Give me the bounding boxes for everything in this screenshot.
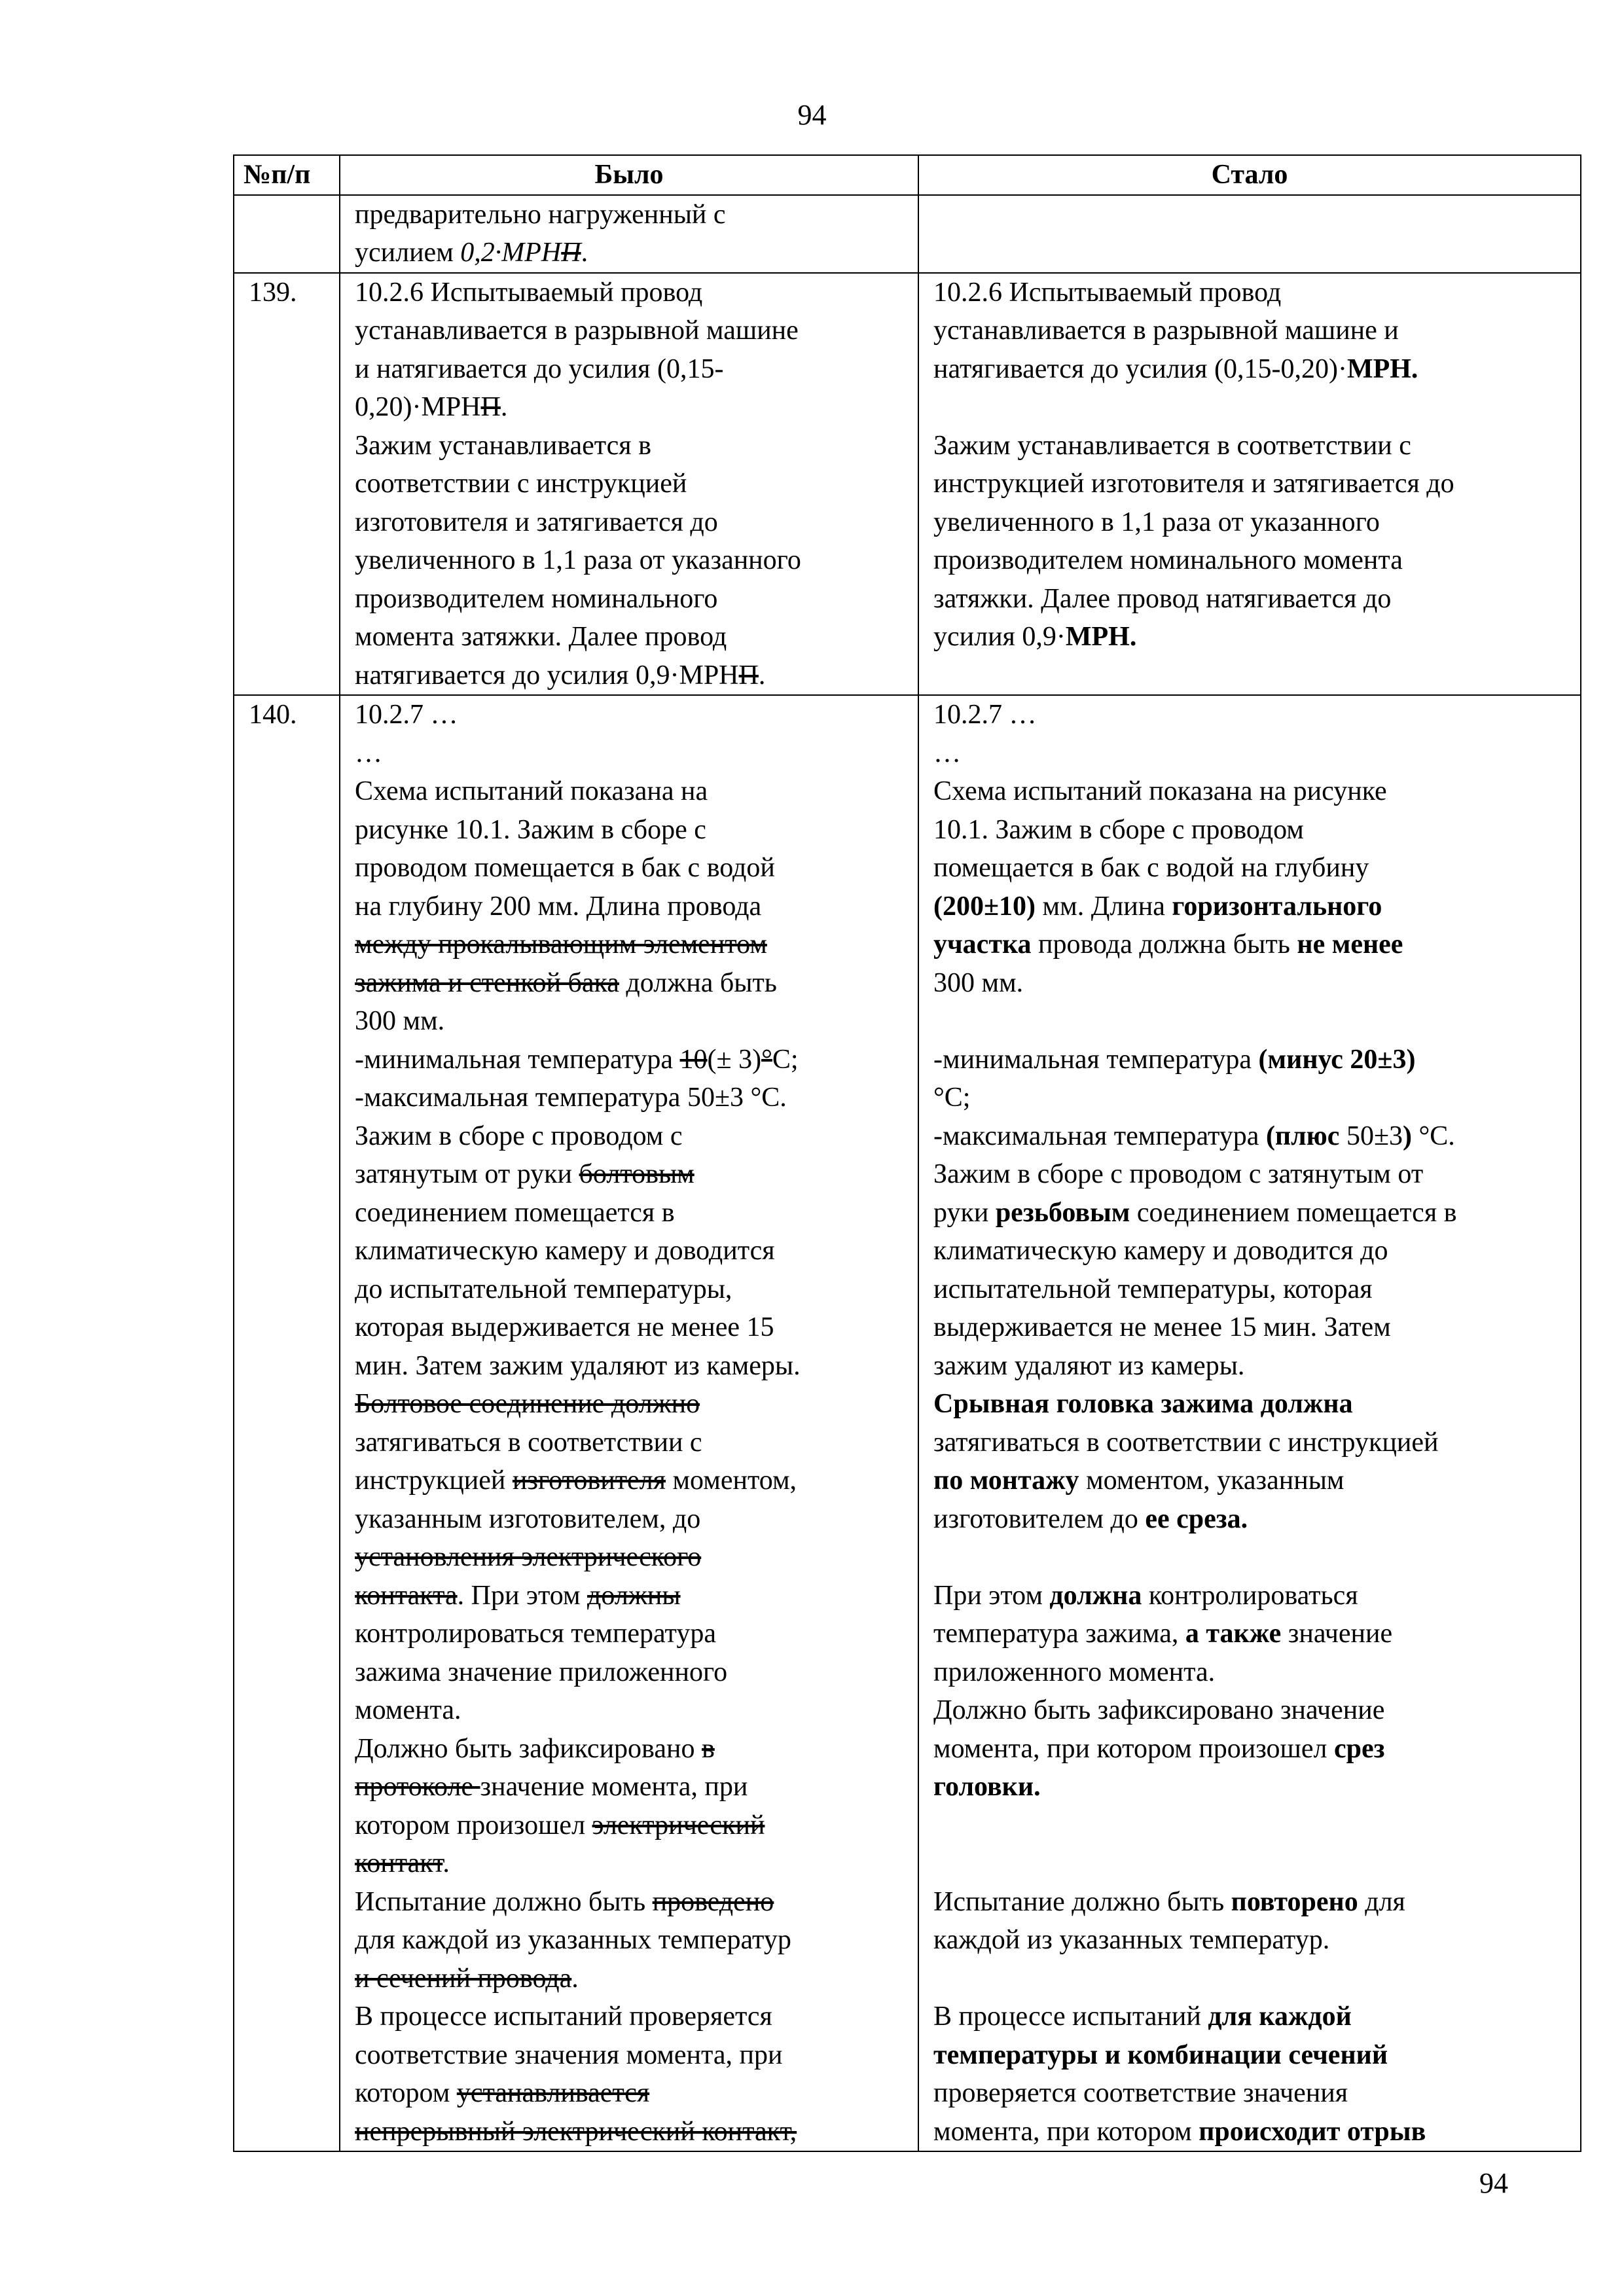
text-line [355, 1270, 909, 1309]
text-run: происходит отрыв [1199, 2116, 1426, 2147]
text-run: на глубину 200 мм. Длина провода [355, 891, 762, 922]
text-line [933, 1308, 1571, 1347]
was-cell [340, 195, 918, 273]
text-run: в [701, 1733, 715, 1764]
text-line [933, 503, 1571, 542]
text-run: 10.2.6 Испытываемый провод [355, 277, 703, 308]
text-run: момента. [355, 1695, 461, 1725]
now-cell [918, 273, 1581, 696]
text-run: натягивается до усилия (0,15-0,20)· [933, 353, 1347, 384]
text-run: контакт [355, 1848, 443, 1878]
text-line [355, 1117, 909, 1156]
text-run: производителем номинального [355, 583, 718, 614]
text-run: 50±3 [1339, 1121, 1403, 1151]
text-run: значение момента, при [480, 1772, 748, 1802]
text-line [355, 811, 909, 850]
text-run: контролироваться температура [355, 1619, 716, 1649]
text-line [355, 1998, 909, 2036]
text-run: Испытание должно быть [933, 1886, 1231, 1917]
text-run: котором [355, 2078, 457, 2108]
text-run: Зажим в сборе с проводом с [355, 1121, 683, 1151]
text-run: усилием [355, 238, 461, 268]
text-run: изготовителя [512, 1465, 666, 1496]
text-run: по монтажу [933, 1465, 1079, 1496]
text-line [355, 196, 909, 234]
text-line [355, 925, 909, 964]
text-line [933, 925, 1571, 964]
text-run: … [355, 738, 382, 768]
text-run: протоколе [355, 1772, 480, 1802]
text-run: 0,20)·МРН [355, 392, 481, 422]
text-run: мин. Затем зажим удаляют из камеры. [355, 1350, 801, 1381]
text-line [355, 1308, 909, 1347]
table-row [234, 273, 1581, 696]
text-run: проверяется соответствие значения [933, 2078, 1348, 2108]
text-line [933, 580, 1571, 619]
text-run: контакта [355, 1580, 458, 1611]
text-run: Испытание должно быть [355, 1886, 653, 1917]
text-run: моментом, указанным [1079, 1465, 1344, 1496]
text-run: температура зажима, [933, 1619, 1185, 1649]
text-line [933, 1730, 1571, 1768]
text-run: (минус 20±3) [1258, 1044, 1416, 1075]
text-line [933, 772, 1571, 811]
blank-line [933, 1002, 1571, 1041]
text-run: Болтовое соединение должно [355, 1389, 700, 1419]
text-run: 10.2.6 Испытываемый провод [933, 277, 1282, 308]
text-line [355, 1002, 909, 1041]
blank-line [933, 1844, 1571, 1883]
text-run: (плюс [1265, 1121, 1340, 1151]
blank-line [933, 388, 1571, 427]
text-run: климатическую камеру и доводится [355, 1236, 775, 1266]
header-was: Было [340, 155, 918, 195]
text-run: затягиваться в соответствии с [355, 1427, 702, 1458]
text-run: для [1358, 1886, 1405, 1917]
text-run: зажима значение приложенного [355, 1657, 728, 1687]
text-run: . [581, 238, 588, 268]
text-run: горизонтального [1172, 891, 1382, 922]
text-run: момента, при котором [933, 2116, 1199, 2147]
table-row [234, 195, 1581, 273]
text-run: головки. [933, 1772, 1041, 1802]
text-run: -минимальная температура [933, 1044, 1259, 1075]
text-run: С; [772, 1044, 799, 1075]
text-line [355, 1691, 909, 1730]
text-line [355, 1615, 909, 1653]
text-run: до испытательной температуры, [355, 1274, 732, 1304]
text-run: П [480, 392, 501, 422]
text-line [933, 2113, 1571, 2151]
text-line [355, 350, 909, 389]
row-number-cell [234, 195, 340, 273]
text-line [355, 1500, 909, 1539]
text-run: момента, при котором произошел [933, 1733, 1334, 1764]
text-run: °С; [933, 1083, 971, 1113]
text-line [355, 1194, 909, 1232]
text-line [355, 1653, 909, 1692]
text-line [355, 1232, 909, 1270]
table-header-row [234, 155, 1581, 195]
text-run: усилия 0,9· [933, 622, 1066, 652]
text-line [933, 1347, 1571, 1386]
text-line [933, 1041, 1571, 1079]
comparison-table [233, 154, 1581, 2152]
text-line [933, 1462, 1571, 1500]
header-now: Стало [918, 155, 1581, 195]
text-line [355, 580, 909, 619]
text-run: должна [1049, 1580, 1142, 1611]
text-line [355, 1538, 909, 1577]
text-run: … [933, 738, 961, 768]
text-run: увеличенного в 1,1 раза от указанного [355, 545, 801, 575]
text-line [355, 274, 909, 312]
row-number-cell: 139. [234, 273, 340, 696]
text-run: изготовителем до [933, 1503, 1146, 1534]
text-run: не менее [1297, 929, 1403, 960]
text-run: контролироваться [1142, 1580, 1358, 1611]
text-run: увеличенного в 1,1 раза от указанного [933, 507, 1380, 537]
text-line [933, 811, 1571, 850]
text-line [933, 888, 1571, 926]
text-run: устанавливается в разрывной машине [355, 315, 799, 346]
text-run: МРН. [1065, 622, 1137, 652]
text-line [355, 503, 909, 542]
text-run: Должно быть зафиксировано [355, 1733, 702, 1764]
text-run: соединением помещается в [1130, 1197, 1457, 1228]
text-line [355, 1806, 909, 1845]
text-line [933, 1883, 1571, 1922]
text-run: При этом [933, 1580, 1050, 1611]
text-line [933, 541, 1571, 580]
blank-line [933, 1806, 1571, 1845]
text-line [355, 234, 909, 272]
text-run: соединением помещается в [355, 1197, 675, 1228]
text-line [355, 696, 909, 734]
text-run: зажим удаляют из камеры. [933, 1350, 1245, 1381]
text-run: непрерывный электрический контакт, [355, 2116, 797, 2147]
text-run: проведено [652, 1886, 774, 1917]
text-run: затягиваться в соответствии с инструкцией [933, 1427, 1439, 1458]
text-run: 10 [679, 1044, 708, 1075]
text-run: температуры и комбинации сечений [933, 2039, 1388, 2070]
text-run: для каждой [1208, 2001, 1352, 2032]
text-run: указанным изготовителем, до [355, 1503, 701, 1534]
text-line [355, 2113, 909, 2151]
text-line [355, 888, 909, 926]
text-run: и сечений провода [355, 1963, 572, 1994]
text-line [355, 1768, 909, 1806]
text-line [933, 1424, 1571, 1462]
text-run: для каждой из указанных температур [355, 1925, 791, 1955]
text-run: зажима и стенкой бака [355, 967, 619, 998]
text-line [933, 734, 1571, 773]
text-run: Зажим устанавливается в соответствии с [933, 430, 1411, 461]
text-line [933, 1385, 1571, 1424]
text-line [933, 849, 1571, 888]
text-run: участка [933, 929, 1032, 960]
text-line [933, 1500, 1571, 1539]
text-run: моментом, [665, 1465, 797, 1496]
text-line [933, 2036, 1571, 2075]
text-run: Зажим в сборе с проводом с затянутым от [933, 1159, 1424, 1189]
was-cell [340, 695, 918, 2151]
text-run: 0,2·МРН [460, 238, 562, 268]
text-line [355, 849, 909, 888]
text-run: -максимальная температура [933, 1121, 1266, 1151]
text-run: 10.2.7 … [933, 700, 1037, 730]
text-run: должны [587, 1580, 681, 1611]
text-run: проводом помещается в бак с водой [355, 853, 775, 883]
text-run: должна быть [619, 967, 777, 998]
text-run: резьбовым [995, 1197, 1130, 1228]
text-line [355, 1462, 909, 1500]
text-run: установления электрического [355, 1542, 702, 1572]
header-number: №п/п [234, 155, 340, 195]
text-line [933, 312, 1571, 350]
text-run: испытательной температуры, которая [933, 1274, 1373, 1304]
text-run: П [561, 238, 581, 268]
text-run: -минимальная температура [355, 1044, 680, 1075]
text-run: 10.1. Зажим в сборе с проводом [933, 814, 1304, 845]
text-run: мм. Длина [1036, 891, 1172, 922]
text-run: В процессе испытаний [933, 2001, 1208, 2032]
text-line [933, 1194, 1571, 1232]
text-line [355, 388, 909, 427]
text-run: котором произошел [355, 1810, 592, 1840]
was-cell [340, 273, 918, 696]
text-run: ° [761, 1044, 772, 1075]
text-run: Схема испытаний показана на [355, 776, 708, 806]
text-line [933, 1653, 1571, 1692]
text-line [933, 1117, 1571, 1156]
text-run: предварительно нагруженный с [355, 199, 726, 230]
text-run: (200±10) [933, 891, 1036, 922]
text-run: болтовым [579, 1159, 695, 1189]
text-line [933, 1155, 1571, 1194]
text-run: . [758, 660, 766, 691]
now-cell [918, 195, 1581, 273]
text-line [355, 1883, 909, 1922]
text-run: Зажим устанавливается в [355, 430, 651, 461]
text-run: электрический [592, 1810, 765, 1840]
text-line [355, 541, 909, 580]
text-line [355, 772, 909, 811]
text-line [355, 656, 909, 695]
text-run: устанавливается [456, 2078, 650, 2108]
text-line [933, 1270, 1571, 1309]
text-line [355, 2036, 909, 2075]
text-run: соответствии с инструкцией [355, 469, 687, 499]
text-line [933, 1615, 1571, 1653]
text-run: инструкцией [355, 1465, 513, 1496]
text-run: затяжки. Далее провод натягивается до [933, 583, 1392, 614]
text-run: провода должна быть [1031, 929, 1297, 960]
text-line [355, 964, 909, 1003]
text-line [355, 1155, 909, 1194]
row-number-cell: 140. [234, 695, 340, 2151]
text-line [355, 1385, 909, 1424]
text-line [933, 696, 1571, 734]
text-line [355, 1424, 909, 1462]
text-run: . При этом [457, 1580, 588, 1611]
text-run: МРН. [1346, 353, 1418, 384]
text-line [355, 1844, 909, 1883]
text-line [933, 350, 1571, 389]
text-run: которая выдерживается не менее 15 [355, 1312, 774, 1342]
text-run: и натягивается до усилия (0,15- [355, 353, 724, 384]
text-run: . [571, 1963, 579, 1994]
now-cell [918, 695, 1581, 2151]
text-line [355, 1041, 909, 1079]
text-line [933, 1768, 1571, 1806]
text-run: 300 мм. [933, 967, 1024, 998]
text-line [933, 964, 1571, 1003]
page-number-top: 94 [797, 99, 827, 131]
text-run: °С. [1412, 1121, 1455, 1151]
text-run: инструкцией изготовителя и затягивается до [933, 469, 1454, 499]
text-run: Срывная головка зажима должна [933, 1389, 1353, 1419]
text-run: 300 мм. [355, 1006, 445, 1036]
text-line [355, 1079, 909, 1117]
text-run: каждой из указанных температур. [933, 1925, 1330, 1955]
text-run: климатическую камеру и доводится до [933, 1236, 1388, 1266]
text-line [355, 734, 909, 773]
text-line [355, 427, 909, 465]
text-line [355, 1921, 909, 1960]
text-run: натягивается до усилия 0,9·МРН [355, 660, 739, 691]
text-run: Схема испытаний показана на рисунке [933, 776, 1387, 806]
blank-line [933, 1960, 1571, 1998]
text-run: повторено [1231, 1886, 1358, 1917]
text-line [933, 1921, 1571, 1960]
text-run: затянутым от руки [355, 1159, 579, 1189]
text-line [933, 1232, 1571, 1270]
text-run: выдерживается не менее 15 мин. Затем [933, 1312, 1391, 1342]
page-number-bottom: 94 [1479, 2167, 1508, 2199]
text-run: приложенного момента. [933, 1657, 1216, 1687]
text-line [933, 1079, 1571, 1117]
text-line [933, 427, 1571, 465]
text-run: помещается в бак с водой на глубину [933, 853, 1369, 883]
text-line [933, 618, 1571, 656]
text-line [933, 1577, 1571, 1615]
text-line [355, 1577, 909, 1615]
table-row [234, 695, 1581, 2151]
text-run: . [500, 392, 508, 422]
text-run: срез [1333, 1733, 1385, 1764]
blank-line [933, 1538, 1571, 1577]
text-run: ее среза. [1145, 1503, 1248, 1534]
text-run: между прокалывающим элементом [355, 929, 767, 960]
text-line [933, 274, 1571, 312]
text-run: а также [1185, 1619, 1282, 1649]
text-line [355, 465, 909, 503]
text-run: -максимальная температура 50±3 °С. [355, 1083, 787, 1113]
text-run: В процессе испытаний проверяется [355, 2001, 772, 2032]
text-run: изготовителя и затягивается до [355, 507, 718, 537]
text-line [933, 1691, 1571, 1730]
text-run: 10.2.7 … [355, 700, 458, 730]
text-line [355, 1347, 909, 1386]
text-line [933, 1998, 1571, 2036]
text-line [355, 1960, 909, 1998]
text-line [355, 1730, 909, 1768]
text-run: устанавливается в разрывной машине и [933, 315, 1399, 346]
text-line [933, 2074, 1571, 2113]
text-line [355, 2074, 909, 2113]
text-run: производителем номинального момента [933, 545, 1403, 575]
text-run: соответствие значения момента, при [355, 2039, 783, 2070]
text-run: руки [933, 1197, 996, 1228]
text-run: Должно быть зафиксировано значение [933, 1695, 1385, 1725]
text-run: рисунке 10.1. Зажим в сборе с [355, 814, 706, 845]
text-run: значение [1281, 1619, 1393, 1649]
text-line [933, 465, 1571, 503]
text-line [355, 312, 909, 350]
text-run: ) [1403, 1121, 1412, 1151]
text-run: П [738, 660, 759, 691]
text-line [355, 618, 909, 656]
text-run: (± 3) [707, 1044, 762, 1075]
text-run: момента затяжки. Далее провод [355, 622, 727, 652]
text-run: . [442, 1848, 450, 1878]
